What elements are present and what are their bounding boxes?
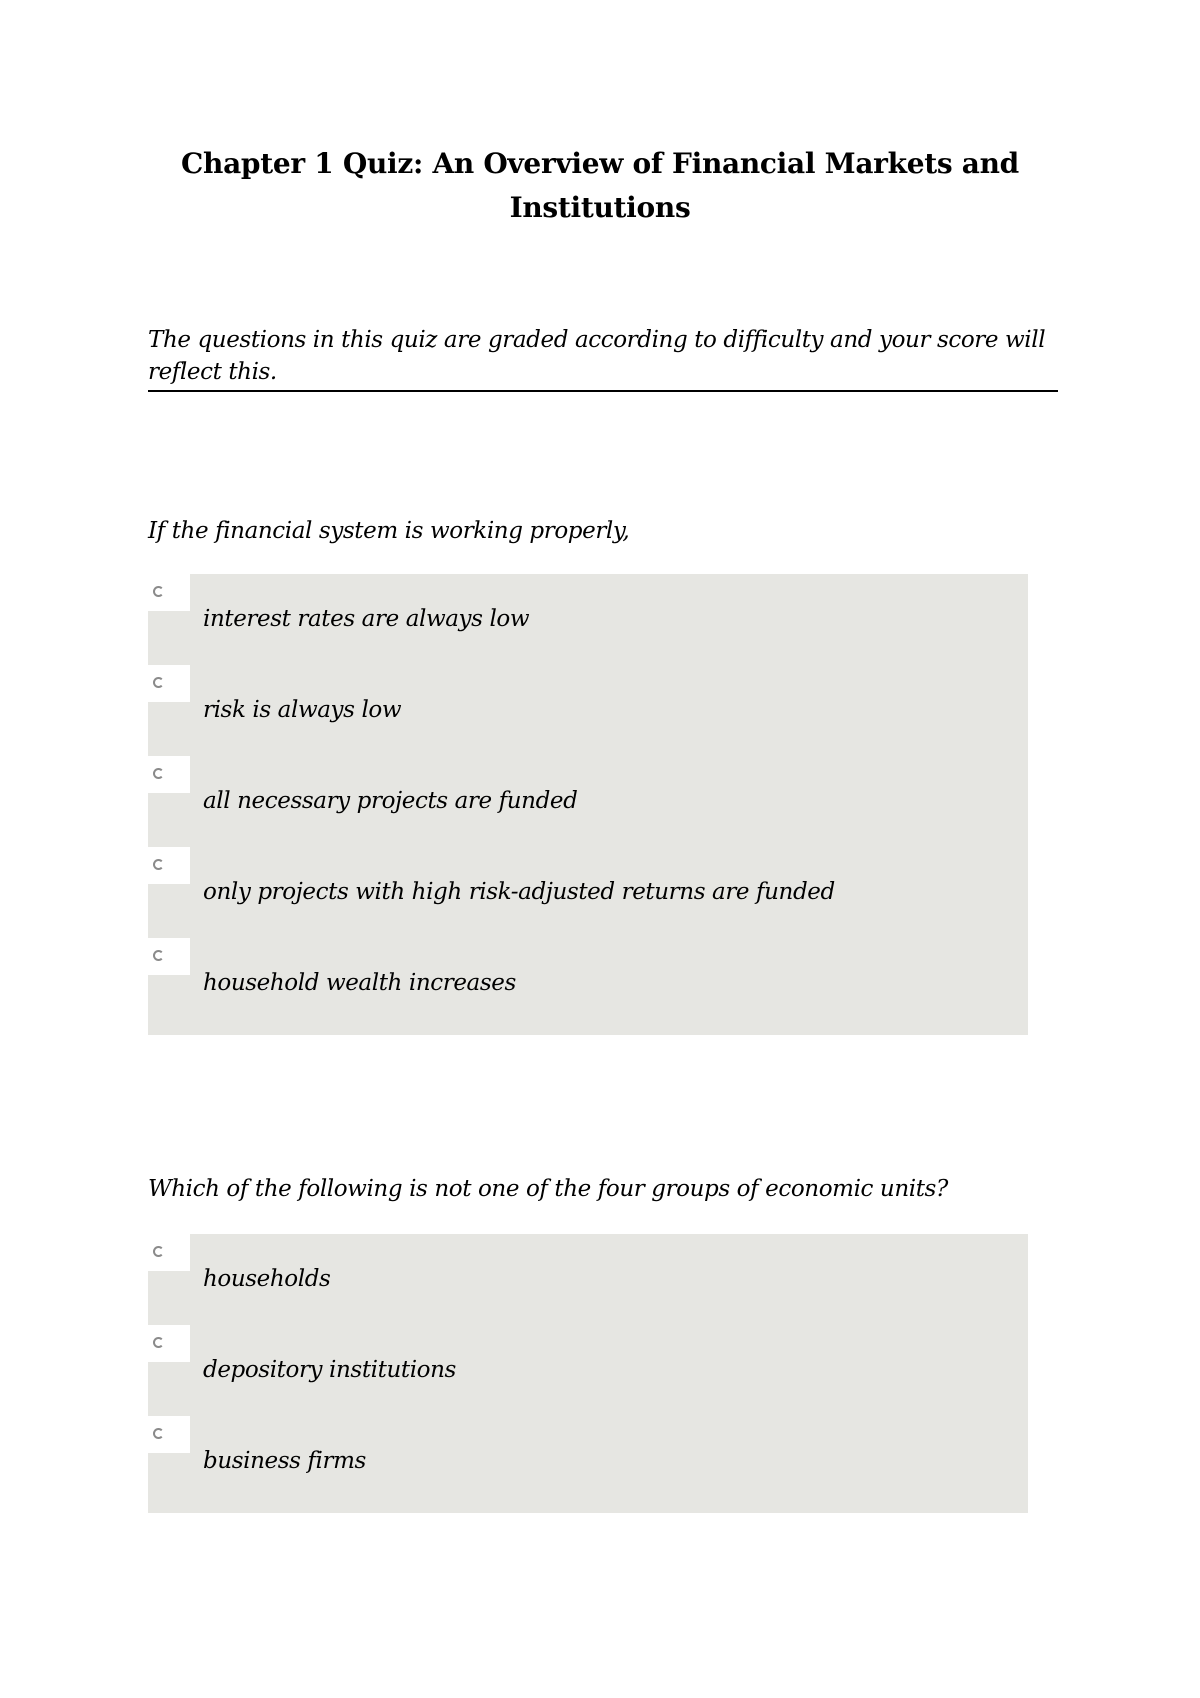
question-2-option-1[interactable]: [148, 1234, 1028, 1325]
option-label: interest rates are always low: [203, 606, 530, 632]
radio-circle-icon: [153, 1428, 164, 1439]
question-1-option-5[interactable]: [148, 938, 1028, 1029]
page-title: Chapter 1 Quiz: An Overview of Financial Markets and Institutions: [181, 147, 1019, 224]
radio-button[interactable]: [148, 847, 190, 884]
radio-button[interactable]: [148, 756, 190, 793]
option-label: household wealth increases: [203, 970, 516, 996]
option-label: all necessary projects are funded: [203, 788, 578, 814]
radio-button[interactable]: [148, 938, 190, 975]
option-label: business firms: [203, 1448, 366, 1474]
radio-button[interactable]: [148, 1234, 190, 1271]
question-1-option-2[interactable]: [148, 665, 1028, 756]
question-2-option-2[interactable]: [148, 1325, 1028, 1416]
option-label: only projects with high risk-adjusted returns are funded: [203, 879, 835, 905]
radio-circle-icon: [153, 950, 164, 961]
question-1-option-3[interactable]: [148, 756, 1028, 847]
radio-button[interactable]: [148, 1325, 190, 1362]
question-1-option-4[interactable]: [148, 847, 1028, 938]
question-2-prompt: Which of the following is not one of the four groups of economic units?: [148, 1176, 948, 1202]
question-2-option-3[interactable]: [148, 1416, 1028, 1507]
question-1-option-1[interactable]: [148, 574, 1028, 665]
quiz-instructions: The questions in this quiz are graded according to difficulty and your score will reflect this.: [148, 324, 1058, 392]
radio-circle-icon: [153, 1246, 164, 1257]
radio-button[interactable]: [148, 1416, 190, 1453]
radio-button[interactable]: [148, 574, 190, 611]
option-label: risk is always low: [203, 697, 402, 723]
option-label: depository institutions: [203, 1357, 456, 1383]
radio-circle-icon: [153, 677, 164, 688]
radio-circle-icon: [153, 1337, 164, 1348]
radio-circle-icon: [153, 859, 164, 870]
option-label: households: [203, 1266, 331, 1292]
radio-circle-icon: [153, 768, 164, 779]
radio-button[interactable]: [148, 665, 190, 702]
question-2-options: [148, 1234, 1028, 1513]
question-1-prompt: If the financial system is working properly,: [148, 518, 630, 544]
radio-circle-icon: [153, 586, 164, 597]
question-1-options: [148, 574, 1028, 1035]
